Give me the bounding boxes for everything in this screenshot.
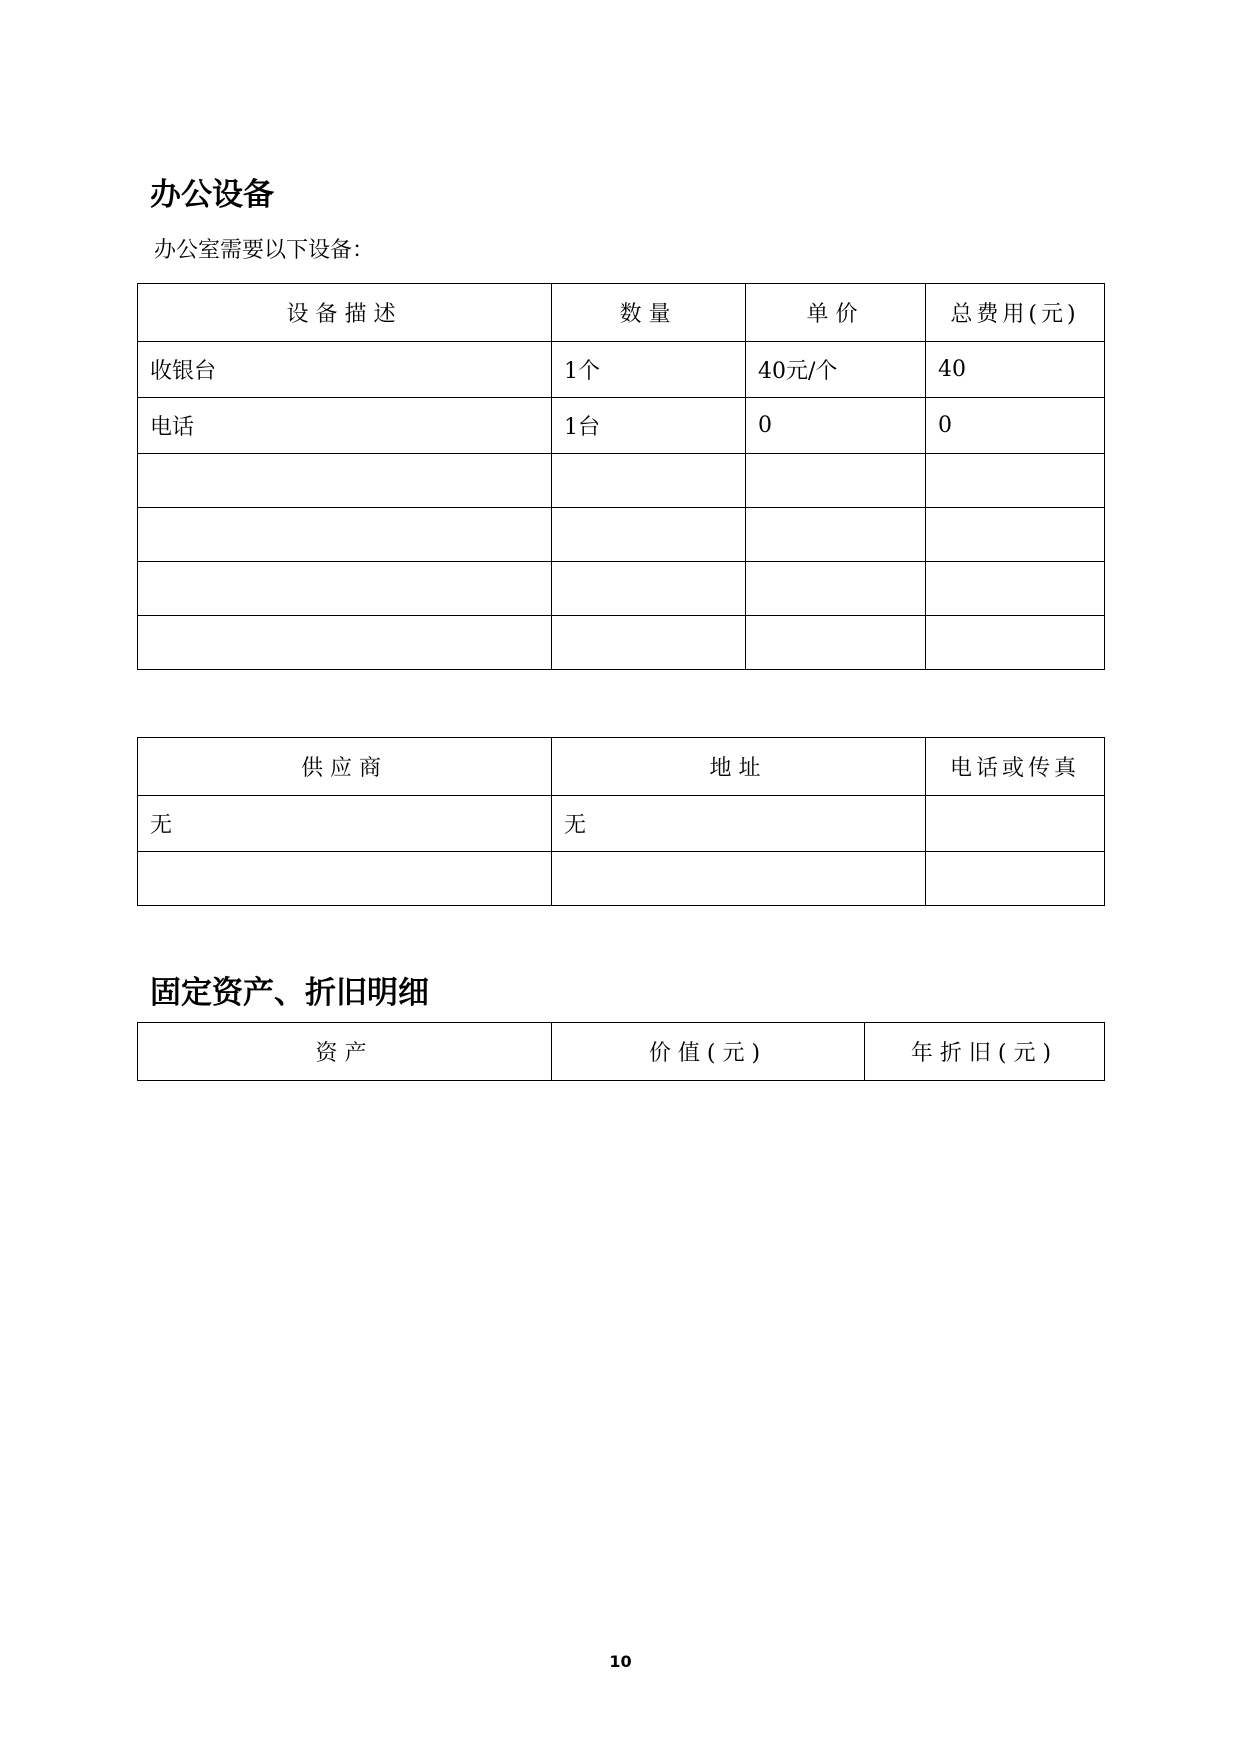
- equipment-table: [137, 283, 1105, 670]
- table-header-row: [138, 1023, 1105, 1081]
- column-header: 年折旧(元): [865, 1023, 1105, 1081]
- table-row: [138, 852, 1105, 906]
- table-cell: [138, 852, 552, 906]
- table-cell: [552, 562, 746, 616]
- table-row: [138, 342, 1105, 398]
- table-cell: [552, 616, 746, 670]
- table-cell: [746, 562, 926, 616]
- table-cell: 无: [138, 796, 552, 852]
- table-cell: 0: [926, 398, 1105, 454]
- table-cell: 1个: [552, 342, 746, 398]
- table-cell: [552, 852, 926, 906]
- table-cell: [552, 454, 746, 508]
- column-header: 价值(元): [552, 1023, 865, 1081]
- section-title-office-equipment: 办公设备: [150, 177, 274, 213]
- table-cell: [926, 454, 1105, 508]
- table-row: [138, 796, 1105, 852]
- table-cell: [552, 508, 746, 562]
- table-row: [138, 562, 1105, 616]
- asset-table: [137, 1022, 1105, 1081]
- table-cell: [138, 508, 552, 562]
- table-cell: [926, 562, 1105, 616]
- column-header: 电话或传真: [926, 738, 1105, 796]
- intro-text: 办公室需要以下设备：: [154, 238, 375, 263]
- column-header: 地址: [552, 738, 926, 796]
- table-cell: [926, 508, 1105, 562]
- table-cell: [138, 454, 552, 508]
- table-row: [138, 454, 1105, 508]
- section-title-fixed-assets: 固定资产、折旧明细: [150, 975, 429, 1011]
- table-cell: 40元/个: [746, 342, 926, 398]
- column-header: 设备描述: [138, 284, 552, 342]
- table-header-row: [138, 738, 1105, 796]
- table-cell: [746, 508, 926, 562]
- table-row: [138, 398, 1105, 454]
- table-cell: 0: [746, 398, 926, 454]
- column-header: 单价: [746, 284, 926, 342]
- table-cell: [746, 616, 926, 670]
- table-cell: 40: [926, 342, 1105, 398]
- table-header-row: [138, 284, 1105, 342]
- table-cell: 无: [552, 796, 926, 852]
- column-header: 数量: [552, 284, 746, 342]
- table-row: [138, 616, 1105, 670]
- table-cell: [926, 796, 1105, 852]
- table-cell: [138, 616, 552, 670]
- table-cell: [138, 562, 552, 616]
- supplier-table: [137, 737, 1105, 906]
- table-cell: 1台: [552, 398, 746, 454]
- column-header: 总费用(元): [926, 284, 1105, 342]
- table-row: [138, 508, 1105, 562]
- column-header: 供应商: [138, 738, 552, 796]
- page-number: 10: [609, 1652, 632, 1671]
- column-header: 资产: [138, 1023, 552, 1081]
- table-cell: [746, 454, 926, 508]
- table-cell: [926, 852, 1105, 906]
- table-cell: [926, 616, 1105, 670]
- table-cell: 收银台: [138, 342, 552, 398]
- table-cell: 电话: [138, 398, 552, 454]
